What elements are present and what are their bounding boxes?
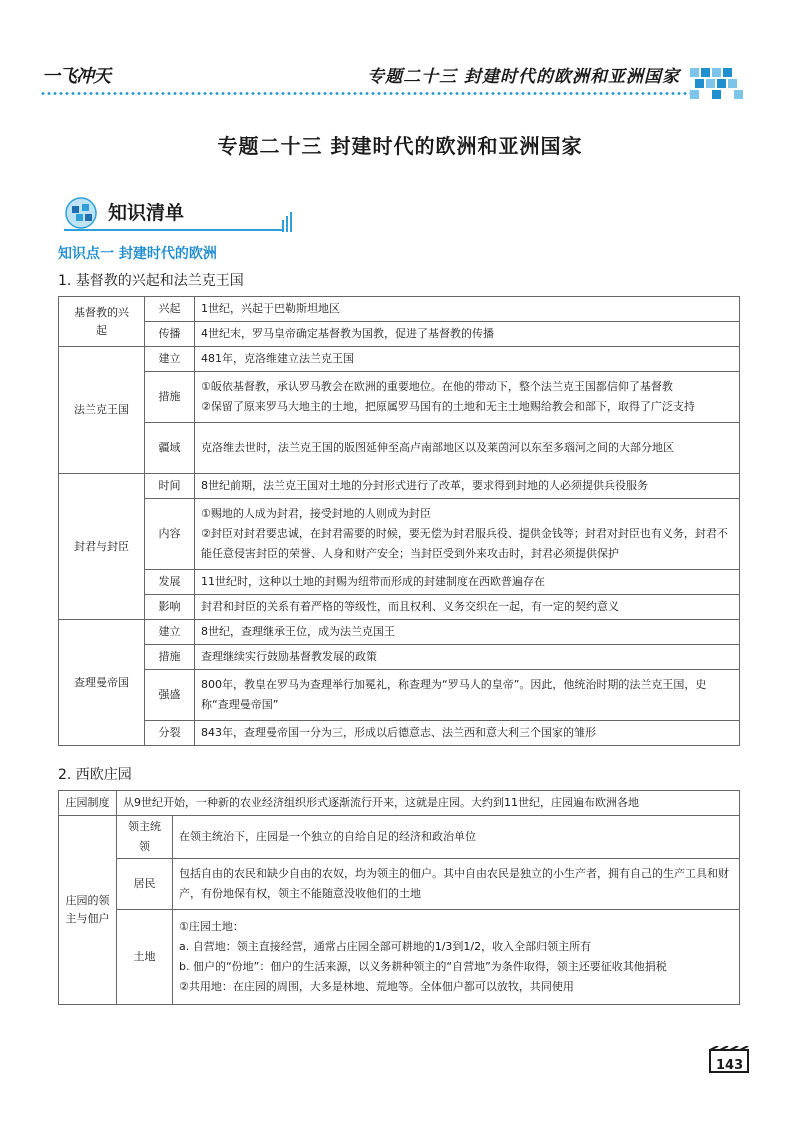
row-line: ①皈依基督教，承认罗马教会在欧洲的重要地位。在他的带动下，整个法兰克王国都信仰了基督教	[201, 380, 673, 393]
section-title: 知识清单	[108, 202, 185, 224]
page-number: 143	[716, 1058, 744, 1073]
row-text: 800年，教皇在罗马为查理举行加冕礼，称查理为“罗马人的皇帝”。因此，他统治时期的法兰克王国，史称“查理曼帝国”	[195, 670, 740, 721]
group-name: 庄园的领主与佃户	[59, 816, 117, 1005]
row-label: 影响	[145, 595, 195, 620]
table-row	[59, 372, 740, 423]
row-text: 包括自由的农民和缺少自由的农奴，均为领主的佃户。其中自由农民是独立的小生产者，拥有自己的生产工具和财产，有份地保有权，领主不能随意没收他们的土地	[173, 859, 740, 910]
knowledge-point-title: 知识点一 封建时代的欧洲	[58, 246, 217, 262]
header-dotted-line	[40, 92, 700, 95]
table-row	[59, 645, 740, 670]
group-name: 基督教的兴起	[59, 297, 145, 347]
row-text: 1世纪，兴起于巴勒斯坦地区	[195, 297, 740, 322]
page-title: 专题二十三 封建时代的欧洲和亚洲国家	[217, 134, 583, 158]
table-row	[59, 570, 740, 595]
table-christianity-frankish	[58, 296, 740, 746]
table-row	[59, 423, 740, 474]
table-row	[59, 859, 740, 910]
row-line: ②共用地：在庄园的周围，大多是林地、荒地等。全体佃户都可以放牧，共同使用	[179, 980, 574, 993]
table-row	[59, 816, 740, 859]
row-label: 兴起	[145, 297, 195, 322]
row-text: 查理继续实行鼓励基督教发展的政策	[195, 645, 740, 670]
row-text: 从9世纪开始，一种新的农业经济组织形式逐渐流行开来，这就是庄园。大约到11世纪，庄园遍布欧洲各地	[117, 791, 740, 816]
row-text	[173, 910, 740, 1005]
row-label: 措施	[145, 372, 195, 423]
table-row	[59, 322, 740, 347]
row-label: 领主统领	[117, 816, 173, 859]
row-text: 克洛维去世时，法兰克王国的版图延伸至高卢南部地区以及莱茵河以东至多瑙河之间的大部分地区	[195, 423, 740, 474]
row-text: 843年，查理曼帝国一分为三，形成以后德意志、法兰西和意大利三个国家的雏形	[195, 721, 740, 746]
group-name: 法兰克王国	[59, 347, 145, 474]
row-label: 建立	[145, 620, 195, 645]
row-text	[195, 499, 740, 570]
table-row	[59, 620, 740, 645]
row-label: 时间	[145, 474, 195, 499]
row-line: a. 自营地：领主直接经营，通常占庄园全部可耕地的1/3到1/2，收入全部归领主所有	[179, 940, 592, 953]
knowledge-list-icon	[64, 196, 100, 230]
group-name: 查理曼帝国	[59, 620, 145, 746]
group-name: 封君与封臣	[59, 474, 145, 620]
table-row	[59, 721, 740, 746]
row-label: 居民	[117, 859, 173, 910]
row-text: 8世纪，查理继承王位，成为法兰克国王	[195, 620, 740, 645]
row-text	[195, 372, 740, 423]
header-title: 专题二十三 封建时代的欧洲和亚洲国家	[367, 67, 680, 87]
row-label: 强盛	[145, 670, 195, 721]
row-text: 封君和封臣的关系有着严格的等级性，而且权利、义务交织在一起，有一定的契约意义	[195, 595, 740, 620]
row-line: ②保留了原来罗马大地主的土地，把原属罗马国有的土地和无主土地赐给教会和部下，取得了广泛支持	[201, 400, 695, 413]
table-manor	[58, 790, 740, 1005]
table1-title: 1. 基督教的兴起和法兰克王国	[58, 273, 244, 289]
row-label: 措施	[145, 645, 195, 670]
row-label: 庄园制度	[59, 791, 117, 816]
section-underline	[64, 229, 284, 231]
row-text: 11世纪时，这种以土地的封赐为纽带而形成的封建制度在西欧普遍存在	[195, 570, 740, 595]
table-row	[59, 499, 740, 570]
row-label: 建立	[145, 347, 195, 372]
row-line: ②封臣对封君要忠诚，在封君需要的时候，要无偿为封君服兵役、提供金钱等；封君对封臣也有义务，封君不能任意侵害封臣的荣誉、人身和财产安全；当封臣受到外来攻击时，封君必须提供保护	[201, 527, 728, 560]
row-line: ①庄园土地：	[179, 920, 244, 933]
section-bars-icon	[282, 212, 296, 232]
header-squares-icon	[690, 68, 744, 100]
table-row	[59, 670, 740, 721]
table2-title: 2. 西欧庄园	[58, 767, 132, 783]
table-row	[59, 297, 740, 322]
table-row	[59, 347, 740, 372]
table-row	[59, 910, 740, 1005]
table-row	[59, 791, 740, 816]
row-label: 疆域	[145, 423, 195, 474]
header-logo: 一飞冲天	[42, 66, 110, 87]
row-label: 土地	[117, 910, 173, 1005]
row-text: 在领主统治下，庄园是一个独立的自给自足的经济和政治单位	[173, 816, 740, 859]
row-line: b. 佃户的“份地”：佃户的生活来源，以义务耕种领主的“自营地”为条件取得，领主还要征收其他捐税	[179, 960, 667, 973]
row-label: 内容	[145, 499, 195, 570]
row-text: 8世纪前期，法兰克王国对土地的分封形式进行了改革，要求得到封地的人必须提供兵役服务	[195, 474, 740, 499]
row-label: 传播	[145, 322, 195, 347]
row-text: 4世纪末，罗马皇帝确定基督教为国教，促进了基督教的传播	[195, 322, 740, 347]
row-label: 发展	[145, 570, 195, 595]
row-label: 分裂	[145, 721, 195, 746]
row-text: 481年，克洛维建立法兰克王国	[195, 347, 740, 372]
row-line: ①赐地的人成为封君，接受封地的人则成为封臣	[201, 507, 431, 520]
table-row	[59, 595, 740, 620]
table-row	[59, 474, 740, 499]
